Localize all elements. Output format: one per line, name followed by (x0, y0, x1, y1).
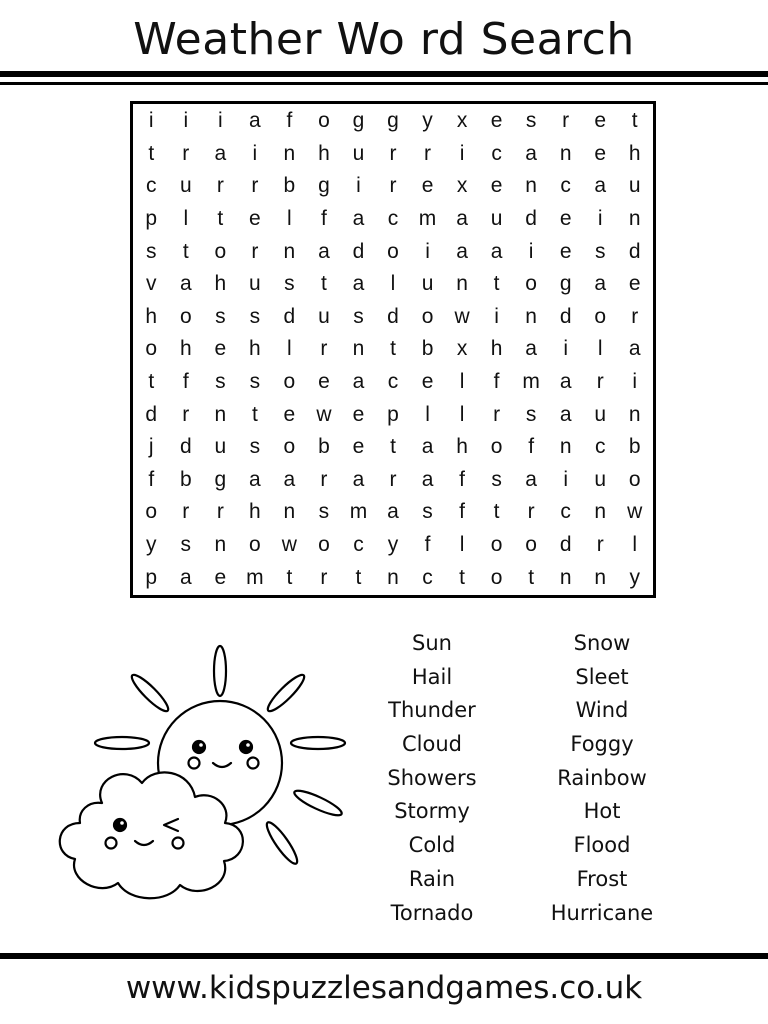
grid-letter: n (628, 207, 641, 231)
grid-letter: d (628, 239, 641, 263)
grid-letter: d (283, 304, 296, 328)
grid-letter: w (454, 304, 470, 328)
grid-letter: s (249, 304, 261, 328)
grid-letter: n (214, 533, 227, 557)
grid-letter: a (490, 239, 503, 263)
grid-letter: a (559, 402, 572, 426)
grid-letter: o (490, 565, 503, 589)
grid-letter: t (355, 565, 362, 589)
grid-letter: e (352, 435, 365, 459)
grid-letter: u (249, 272, 261, 296)
grid-letter: e (214, 337, 227, 361)
grid-letter: r (216, 174, 224, 198)
grid-letter: o (283, 370, 296, 394)
grid-letter: m (522, 370, 540, 394)
grid-letter: t (217, 207, 224, 231)
word-list-item: Cloud (402, 732, 462, 757)
grid-letter: s (284, 272, 295, 296)
grid-letter: u (352, 141, 365, 165)
grid-letter: o (421, 304, 434, 328)
grid-letter: h (456, 435, 468, 459)
grid-letter: y (422, 109, 433, 133)
grid-letter: s (180, 533, 192, 557)
grid-letter: r (320, 337, 328, 361)
grid-letter: n (594, 565, 607, 589)
grid-letter: o (318, 533, 330, 557)
word-list-item: Sleet (575, 664, 629, 689)
grid-letter: g (352, 109, 365, 133)
grid-letter: i (148, 109, 154, 133)
grid-letter: y (146, 533, 157, 557)
grid-letter: a (283, 467, 296, 491)
grid-letter: x (456, 109, 468, 133)
grid-letter: r (251, 174, 259, 198)
grid-letter: g (387, 109, 399, 133)
grid-letter: r (424, 141, 432, 165)
grid-letter: t (493, 500, 500, 524)
grid-letter: h (318, 141, 330, 165)
grid-letter: s (146, 239, 157, 263)
grid-letter: r (389, 467, 397, 491)
grid-letter: u (179, 174, 192, 198)
word-list-item: Sun (412, 631, 452, 655)
grid-letter: d (145, 402, 158, 426)
grid-letter: s (249, 435, 261, 459)
grid-letter: c (594, 435, 606, 459)
grid-letter: u (214, 435, 227, 459)
grid-letter: o (628, 467, 641, 491)
grid-letter: r (631, 304, 639, 328)
word-list-item: Cold (408, 833, 456, 858)
grid-letter: a (249, 109, 261, 133)
grid-letter: a (387, 500, 399, 524)
grid-letter: a (525, 467, 537, 491)
grid-letter: l (597, 337, 603, 361)
grid-letter: h (214, 272, 227, 296)
grid-letter: t (321, 272, 327, 296)
word-list-item: Foggy (570, 732, 634, 757)
grid-letter: o (525, 272, 537, 296)
grid-letter: o (145, 337, 158, 361)
grid-letter: a (249, 467, 261, 491)
grid-letter: h (628, 141, 641, 165)
grid-letter: w (316, 402, 332, 426)
grid-letter: o (594, 304, 607, 328)
word-list-item: Frost (576, 866, 628, 891)
grid-letter: c (491, 141, 502, 165)
grid-letter: r (216, 500, 224, 524)
grid-letter: w (627, 500, 643, 524)
bottom-divider (0, 953, 768, 959)
grid-letter: o (490, 533, 503, 557)
grid-letter: t (493, 272, 500, 296)
grid-letter: e (594, 141, 607, 165)
grid-letter: t (528, 565, 535, 589)
grid-letter: n (559, 565, 572, 589)
grid-letter: c (353, 533, 364, 557)
grid-letter: i (183, 109, 189, 133)
grid-letter: a (421, 467, 434, 491)
word-list-item: Snow (573, 631, 631, 655)
grid-letter: d (559, 304, 572, 328)
grid-letter: h (249, 500, 261, 524)
grid-letter: s (594, 239, 606, 263)
word-list-item: Hail (411, 664, 453, 689)
grid-letter: x (456, 337, 468, 361)
grid-letter: s (353, 304, 364, 328)
grid-letter: x (456, 174, 468, 198)
grid-letter: n (283, 500, 296, 524)
grid-letter: i (356, 174, 361, 198)
grid-letter: a (214, 141, 227, 165)
grid-letter: w (281, 533, 297, 557)
grid-letter: b (421, 337, 434, 361)
grid-letter: b (318, 435, 330, 459)
grid-letter: i (632, 370, 638, 394)
grid-letter: b (283, 174, 296, 198)
grid-letter: m (349, 500, 368, 524)
grid-letter: a (179, 565, 192, 589)
grid-letter: r (182, 500, 190, 524)
grid-letter: t (251, 402, 258, 426)
grid-letter: m (246, 565, 264, 589)
grid-letter: d (559, 533, 572, 557)
grid-letter: e (559, 239, 572, 263)
grid-letter: e (421, 174, 434, 198)
grid-letter: e (559, 207, 572, 231)
word-list-item: Flood (573, 833, 631, 858)
grid-letter: a (456, 207, 468, 231)
grid-letter: u (421, 272, 434, 296)
grid-letter: r (320, 467, 328, 491)
grid-letter: f (459, 500, 465, 524)
grid-letter: t (390, 435, 396, 459)
grid-letter: n (456, 272, 468, 296)
grid-letter: r (562, 109, 570, 133)
grid-letter: u (628, 174, 641, 198)
word-list-item: Hot (583, 799, 621, 824)
grid-letter: i (563, 337, 568, 361)
grid-letter: o (490, 435, 503, 459)
grid-letter: i (459, 141, 465, 165)
grid-letter: a (318, 239, 330, 263)
grid-letter: e (352, 402, 365, 426)
word-list (352, 627, 692, 930)
grid-letter: y (387, 533, 399, 557)
grid-letter: o (249, 533, 261, 557)
grid-letter: i (425, 239, 430, 263)
grid-letter: t (182, 239, 189, 263)
grid-letter: n (525, 174, 537, 198)
word-list-item: Showers (387, 765, 477, 790)
grid-letter: a (352, 272, 365, 296)
grid-letter: a (525, 337, 537, 361)
grid-letter: n (283, 239, 296, 263)
grid-letter: h (490, 337, 503, 361)
grid-letter: r (596, 370, 604, 394)
grid-letter: i (528, 239, 534, 263)
grid-letter: l (183, 207, 189, 231)
grid-letter: a (352, 467, 365, 491)
grid-letter: a (628, 337, 641, 361)
grid-letter: n (352, 337, 365, 361)
grid-letter: h (249, 337, 261, 361)
grid-letter: b (179, 467, 192, 491)
word-list-item: Thunder (388, 698, 476, 723)
grid-letter: r (527, 500, 535, 524)
sun-and-cloud-illustration (20, 635, 360, 915)
grid-letter: l (459, 533, 465, 557)
grid-letter: i (563, 467, 568, 491)
grid-letter: d (352, 239, 365, 263)
grid-letter: n (283, 141, 296, 165)
footer-website: www.kidspuzzlesandgames.co.uk (125, 970, 643, 1006)
grid-letter: n (594, 500, 607, 524)
grid-letter: n (387, 565, 399, 589)
grid-letter: u (594, 467, 607, 491)
grid-letter: i (494, 304, 499, 328)
grid-letter: t (148, 370, 155, 394)
grid-letter: t (390, 337, 396, 361)
grid-letter: n (214, 402, 227, 426)
grid-letter: h (145, 304, 158, 328)
grid-letter: l (287, 207, 292, 231)
grid-letter: s (491, 467, 502, 491)
grid-letter: n (628, 402, 641, 426)
grid-letter: a (525, 141, 537, 165)
grid-letter: e (628, 272, 641, 296)
grid-letter: c (560, 500, 571, 524)
grid-letter: g (559, 272, 572, 296)
grid-letter: o (283, 435, 296, 459)
grid-letter: a (179, 272, 192, 296)
grid-letter: s (318, 500, 330, 524)
word-list-item: Wind (575, 698, 629, 723)
grid-letter: t (148, 141, 155, 165)
grid-letter: o (387, 239, 399, 263)
grid-letter: t (631, 109, 638, 133)
grid-letter: l (390, 272, 396, 296)
grid-letter: s (215, 370, 226, 394)
grid-letter: a (594, 174, 607, 198)
grid-letter: f (148, 467, 155, 491)
grid-letter: u (490, 207, 503, 231)
grid-letter: a (352, 370, 365, 394)
grid-letter: i (217, 109, 223, 133)
grid-letter: e (214, 565, 227, 589)
grid-letter: e (421, 370, 434, 394)
grid-letter: e (249, 207, 261, 231)
grid-letter: a (352, 207, 365, 231)
grid-letter: r (493, 402, 501, 426)
grid-letter: l (632, 533, 638, 557)
grid-letter: u (318, 304, 330, 328)
grid-letter: a (594, 272, 607, 296)
grid-letter: c (422, 565, 433, 589)
word-list-item: Stormy (394, 799, 470, 824)
grid-letter: l (459, 370, 465, 394)
word-search-grid-frame (130, 101, 656, 598)
grid-letter: f (493, 370, 500, 394)
top-divider-thin (0, 82, 768, 85)
grid-letter: a (456, 239, 468, 263)
grid-letter: h (179, 337, 192, 361)
word-list-item: Rain (408, 866, 456, 891)
grid-letter: b (628, 435, 641, 459)
grid-letter: y (629, 565, 640, 589)
grid-letter: r (320, 565, 328, 589)
grid-letter: e (318, 370, 330, 394)
grid-letter: t (459, 565, 465, 589)
grid-letter: p (145, 565, 158, 589)
grid-letter: r (389, 174, 397, 198)
top-divider-thick (0, 71, 768, 77)
grid-letter: r (182, 402, 190, 426)
grid-letter: f (321, 207, 327, 231)
grid-letter: v (146, 272, 157, 296)
grid-letter: f (528, 435, 535, 459)
grid-letter: o (214, 239, 227, 263)
grid-letter: s (249, 370, 261, 394)
grid-letter: m (418, 207, 437, 231)
grid-letter: i (252, 141, 258, 165)
grid-letter: e (594, 109, 607, 133)
grid-letter: e (283, 402, 296, 426)
grid-letter: s (525, 402, 537, 426)
grid-letter: o (318, 109, 330, 133)
grid-letter: e (490, 109, 503, 133)
grid-letter: s (422, 500, 433, 524)
grid-letter: o (525, 533, 537, 557)
grid-letter: o (145, 500, 158, 524)
grid-letter: r (251, 239, 259, 263)
grid-letter: g (214, 467, 227, 491)
grid-letter: f (286, 109, 293, 133)
grid-letter: c (387, 370, 399, 394)
grid-letter: f (424, 533, 431, 557)
grid-letter: i (597, 207, 603, 231)
grid-letter: p (387, 402, 399, 426)
grid-letter: n (559, 141, 572, 165)
grid-letter: f (459, 467, 465, 491)
grid-letter: s (525, 109, 537, 133)
word-list-item: Rainbow (557, 765, 647, 790)
grid-letter: p (145, 207, 158, 231)
grid-letter: a (421, 435, 434, 459)
grid-letter: c (560, 174, 571, 198)
grid-letter: c (387, 207, 399, 231)
grid-letter: j (148, 435, 154, 459)
grid-letter: l (287, 337, 292, 361)
word-list-item: Hurricane (550, 900, 654, 925)
grid-letter: r (596, 533, 604, 557)
grid-letter: n (559, 435, 572, 459)
grid-letter: r (182, 141, 190, 165)
grid-letter: d (179, 435, 192, 459)
grid-letter: t (286, 565, 293, 589)
grid-letter: o (179, 304, 192, 328)
page-title: Weather Wo rd Search (133, 14, 635, 65)
grid-letter: l (459, 402, 465, 426)
word-list-item: Tornado (390, 900, 474, 925)
grid-letter: l (425, 402, 430, 426)
grid-letter: e (490, 174, 503, 198)
grid-letter: c (146, 174, 157, 198)
grid-letter: d (387, 304, 399, 328)
grid-letter: a (559, 370, 572, 394)
grid-letter: u (594, 402, 607, 426)
grid-letter: g (318, 174, 330, 198)
grid-letter: r (389, 141, 397, 165)
grid-letter: s (215, 304, 226, 328)
grid-letter: d (525, 207, 537, 231)
grid-letter: f (182, 370, 189, 394)
word-search-grid (134, 105, 652, 594)
grid-letter: n (525, 304, 537, 328)
